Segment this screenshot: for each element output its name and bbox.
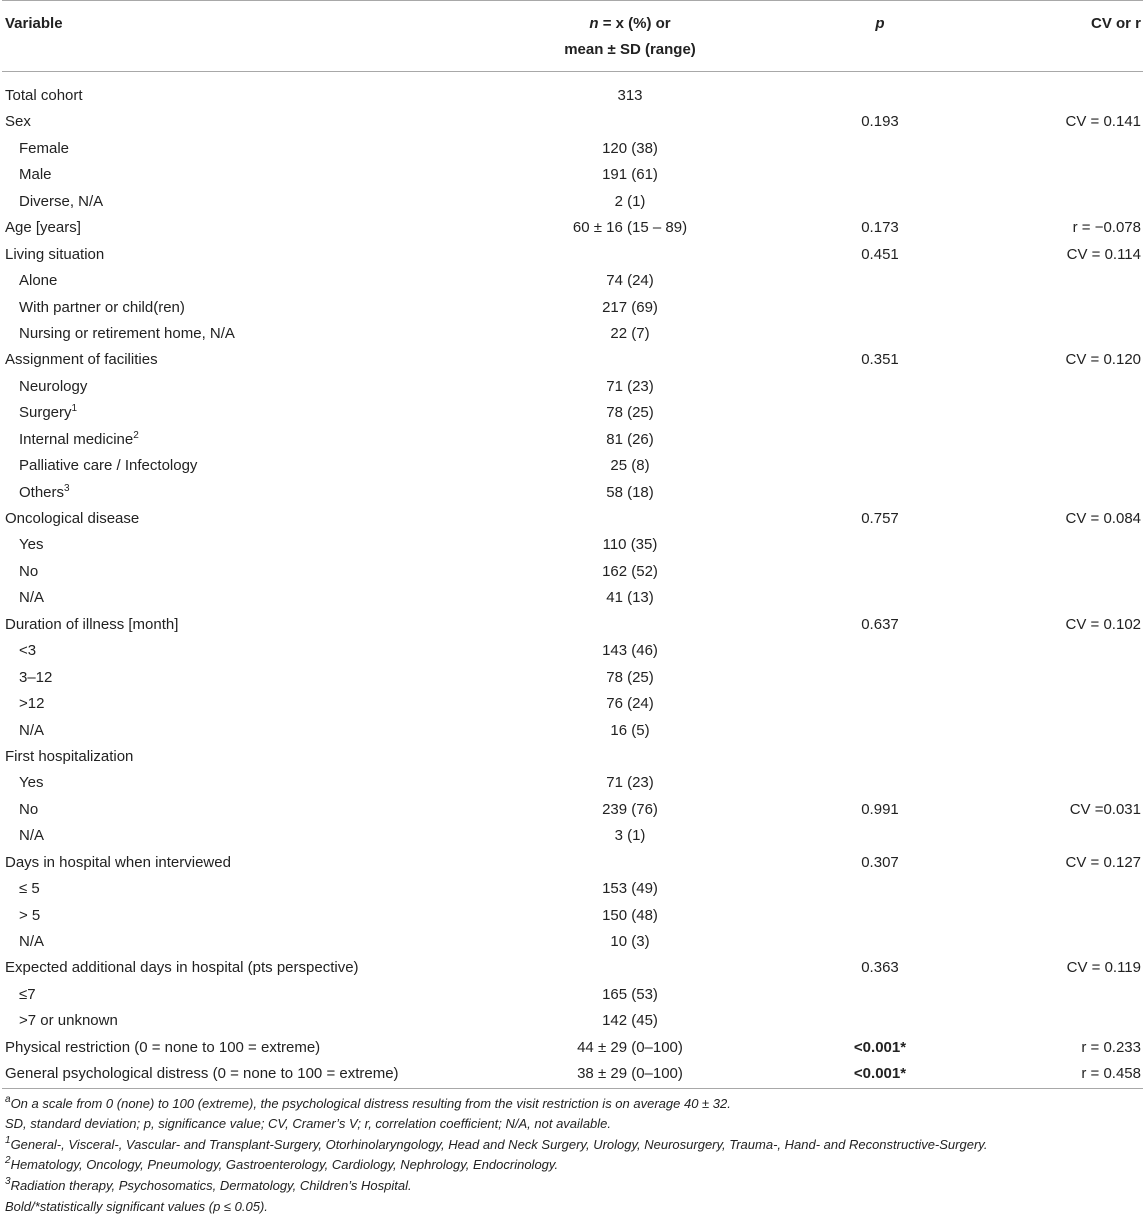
cell-variable (5, 1061, 399, 1087)
cell-p: 0.307 (861, 853, 899, 871)
cell-variable (19, 982, 36, 1008)
cell-variable (19, 136, 69, 162)
cell-variable (5, 506, 139, 532)
table-row (0, 903, 1145, 929)
cell-n: 313 (617, 87, 643, 104)
cell-n: 120 (38) (602, 139, 658, 157)
table-row (0, 242, 1145, 268)
cell-variable-text: Living situation (5, 245, 105, 263)
cell-n: 78 (25) (606, 668, 654, 686)
cell-variable-text: Nursing or retirement home, N/A (19, 324, 235, 342)
table-row (0, 612, 1145, 638)
footnote-abbreviations: SD, standard deviation; p, significance value; CV, Cramer’s V; r, correlation coefficient; N/A, not available. (5, 1116, 612, 1132)
cell-n: 74 (24) (606, 272, 654, 290)
cell-variable (19, 162, 52, 188)
cell-variable (19, 718, 44, 744)
cell-variable-text: 3–12 (19, 668, 53, 686)
cell-n: 239 (76) (602, 800, 658, 818)
cell-variable-text: Age [years] (5, 219, 81, 237)
cell-variable-text: Sex (5, 113, 31, 131)
cell-p: 0.351 (861, 351, 899, 369)
table-row (0, 744, 1145, 770)
cell-variable (5, 612, 178, 638)
cell-n: 150 (48) (602, 906, 658, 924)
footnote-3 (5, 1176, 1145, 1197)
table-row (0, 718, 1145, 744)
cell-variable (19, 638, 36, 664)
table-row (0, 982, 1145, 1008)
cell-n: 10 (3) (610, 933, 650, 950)
cell-variable (19, 929, 44, 955)
cell-n: 22 (7) (610, 324, 650, 342)
footnote-a-text: On a scale from 0 (none) to 100 (extreme), the psychological distress resulting from the visit restriction is on average 40 ± 32. (10, 1095, 731, 1111)
cell-variable (19, 903, 40, 929)
table-footer (0, 1089, 1145, 1218)
cell-variable (5, 109, 31, 135)
cell-n: 60 ± 16 (15 – 89) (572, 219, 688, 237)
cell-variable (19, 189, 103, 215)
cell-n: 143 (46) (602, 642, 658, 660)
footnote-a-marker: a (5, 1093, 11, 1105)
table-row (0, 850, 1145, 876)
cell-variable-text: Female (19, 139, 70, 157)
table-row (0, 136, 1145, 162)
cell-n: 38 ± 29 (0–100) (577, 1065, 683, 1083)
table-row (0, 532, 1145, 558)
cell-p: <0.001* (853, 1065, 907, 1083)
table-row (0, 427, 1145, 453)
table-header (0, 1, 1145, 71)
cell-n: 217 (69) (602, 298, 658, 316)
table-row (0, 559, 1145, 585)
cell-p: 0.637 (861, 615, 899, 633)
cell-cv: r = 0.233 (1081, 1038, 1141, 1056)
cell-variable-text: N/A (19, 721, 45, 739)
header-n (560, 11, 700, 63)
table-row (0, 1008, 1145, 1034)
cell-cv: CV = 0.114 (1066, 245, 1141, 263)
cell-variable-text: <3 (19, 642, 37, 660)
cell-variable-text: Assignment of facilities (5, 351, 158, 369)
cell-variable-text: Total cohort (5, 87, 83, 104)
footnote-3-text: Radiation therapy, Psychosomatics, Dermatology, Children’s Hospital. (10, 1178, 412, 1193)
cell-variable-text: Others (19, 483, 65, 501)
cell-variable-text: Male (19, 166, 52, 184)
cell-variable-text: ≤7 (19, 985, 36, 1003)
cell-variable (5, 242, 104, 268)
table-row (0, 83, 1145, 109)
cell-n: 153 (49) (602, 880, 658, 898)
cell-variable-text: Neurology (19, 377, 88, 395)
cell-variable-text: Internal medicine (19, 430, 134, 448)
cell-p: 0.991 (861, 800, 899, 818)
footnote-2-marker: 2 (5, 1155, 11, 1167)
table-row (0, 400, 1145, 426)
cell-variable-text: >7 or unknown (19, 1012, 118, 1030)
cell-n: 162 (52) (602, 562, 658, 580)
cell-n: 16 (5) (610, 721, 650, 739)
cell-variable (19, 374, 87, 400)
footnote-a (5, 1094, 1145, 1115)
cell-variable (19, 770, 43, 796)
cell-variable (5, 1035, 320, 1061)
cell-variable-text: First hospitalization (5, 747, 134, 765)
table-row (0, 189, 1145, 215)
table-row (0, 109, 1145, 135)
cell-variable (5, 955, 359, 981)
cell-cv: CV = 0.120 (1065, 351, 1141, 369)
footnote-ref: 3 (64, 482, 70, 494)
cell-variable (19, 1008, 118, 1034)
cell-n: 110 (35) (602, 536, 658, 554)
cell-variable (19, 665, 52, 691)
footnote-ref: 1 (71, 403, 78, 415)
header-n-line1-rest: = x (%) or (598, 15, 671, 32)
cell-n: 191 (61) (602, 166, 658, 184)
table-body (0, 72, 1145, 1088)
cell-variable-text: Expected additional days in hospital (pts perspective) (5, 959, 359, 977)
table-row (0, 823, 1145, 849)
table-row (0, 268, 1145, 294)
cell-variable-text: N/A (19, 933, 45, 950)
table-row (0, 480, 1145, 506)
cell-variable-text: General psychological distress (0 = none to 100 = extreme) (5, 1065, 399, 1083)
table-row (0, 955, 1145, 981)
table-row (0, 215, 1145, 241)
cell-p: 0.193 (861, 113, 899, 131)
cell-variable (5, 850, 231, 876)
table-row (0, 929, 1145, 955)
cell-p: 0.363 (861, 959, 899, 977)
cell-n: 3 (1) (614, 827, 646, 845)
table-row (0, 770, 1145, 796)
table-row (0, 321, 1145, 347)
cell-p: 0.173 (861, 219, 899, 237)
cell-cv: CV = 0.127 (1065, 853, 1141, 871)
cell-cv: r = −0.078 (1072, 219, 1141, 237)
cell-variable (19, 691, 44, 717)
header-n-line2: mean ± SD (range) (564, 41, 696, 58)
footnote-2 (5, 1155, 1145, 1176)
table-row (0, 453, 1145, 479)
table-row (0, 347, 1145, 373)
cell-variable (19, 427, 139, 453)
cell-variable (19, 295, 185, 321)
cell-variable (5, 347, 158, 373)
table-row (0, 1061, 1145, 1087)
header-n-line1: n = x (%) or (589, 15, 671, 32)
header-p: p (875, 15, 885, 32)
cell-n: 58 (18) (606, 483, 654, 501)
footnote-1-text: General-, Visceral-, Vascular- and Transplant-Surgery, Otorhinolaryngology, Head and Neck Surgery, Urology, Neurosurgery, Trauma-, Hand- and Reconstructive-Surgery. (10, 1136, 988, 1152)
cell-variable (19, 585, 44, 611)
cell-n: 81 (26) (606, 430, 654, 448)
table-row (0, 585, 1145, 611)
footnote-ref: 2 (133, 429, 139, 441)
table-row (0, 506, 1145, 532)
cell-variable (19, 453, 197, 479)
table-row (0, 638, 1145, 664)
cell-variable-text: ≤ 5 (19, 880, 40, 898)
cell-variable-text: Palliative care / Infectology (19, 457, 198, 475)
table-row (0, 162, 1145, 188)
cell-variable-text: Days in hospital when interviewed (5, 853, 231, 871)
cell-n: 71 (23) (606, 377, 654, 395)
cell-variable-text: No (19, 562, 39, 580)
table-row (0, 295, 1145, 321)
cell-n: 142 (45) (602, 1012, 658, 1030)
cell-variable (5, 744, 133, 770)
cell-p: <0.001* (853, 1038, 907, 1056)
footnote-3-marker: 3 (5, 1176, 11, 1187)
cell-n: 2 (1) (614, 192, 646, 210)
footnote-significance: Bold/*statistically significant values (p ≤ 0.05). (5, 1198, 268, 1214)
cell-n: 76 (24) (606, 695, 654, 713)
cell-variable-text: Alone (19, 272, 58, 290)
table-row (0, 1035, 1145, 1061)
cell-variable-text: N/A (19, 589, 45, 607)
cell-n: 71 (23) (606, 774, 654, 792)
table-row (0, 691, 1145, 717)
footnote-1 (5, 1135, 1145, 1156)
cell-variable (19, 797, 38, 823)
cell-variable-text: > 5 (19, 906, 41, 924)
cell-variable-text: >12 (19, 695, 45, 713)
table-row (0, 665, 1145, 691)
cell-n: 25 (8) (610, 457, 650, 475)
cell-variable-text: With partner or child(ren) (19, 298, 185, 316)
cell-variable (19, 480, 70, 506)
table-row (0, 374, 1145, 400)
table-row (0, 797, 1145, 823)
cell-variable (19, 823, 44, 849)
footnote-2-text: Hematology, Oncology, Pneumology, Gastroenterology, Cardiology, Nephrology, Endocrinology. (10, 1157, 559, 1173)
cell-variable-text: Surgery (19, 404, 72, 422)
cell-variable (19, 400, 77, 426)
footnote-1-marker: 1 (5, 1134, 11, 1146)
cell-variable (19, 876, 40, 902)
cell-cv: r = 0.458 (1081, 1065, 1141, 1083)
cell-variable-text: Oncological disease (5, 510, 140, 527)
cell-variable-text: Yes (19, 536, 44, 554)
cell-variable (19, 268, 57, 294)
cell-cv: CV = 0.141 (1065, 113, 1141, 131)
cell-variable (19, 532, 43, 558)
cell-cv: CV =0.031 (1069, 800, 1141, 818)
cell-n: 41 (13) (606, 589, 654, 607)
cell-variable-text: Duration of illness [month] (5, 615, 179, 633)
cell-variable (19, 321, 235, 347)
cell-cv: CV = 0.119 (1066, 959, 1141, 977)
cell-variable (19, 559, 38, 585)
cell-cv: CV = 0.084 (1065, 510, 1141, 527)
cell-variable-text: Physical restriction (0 = none to 100 = extreme) (5, 1038, 321, 1056)
cell-variable-text: Diverse, N/A (19, 192, 104, 210)
cell-variable-text: N/A (19, 827, 45, 845)
cell-variable-text: No (19, 800, 39, 818)
cell-variable (5, 215, 81, 241)
cell-cv: CV = 0.102 (1065, 615, 1141, 633)
table-row (0, 876, 1145, 902)
cell-n: 44 ± 29 (0–100) (577, 1038, 683, 1056)
cell-p: 0.757 (861, 510, 899, 527)
cell-variable-text: Yes (19, 774, 44, 792)
header-variable: Variable (5, 15, 63, 32)
cell-variable (5, 83, 83, 109)
cell-n: 165 (53) (602, 985, 658, 1003)
cell-n: 78 (25) (606, 404, 654, 422)
header-cv: CV or r (1090, 15, 1141, 32)
cell-p: 0.451 (861, 245, 899, 263)
